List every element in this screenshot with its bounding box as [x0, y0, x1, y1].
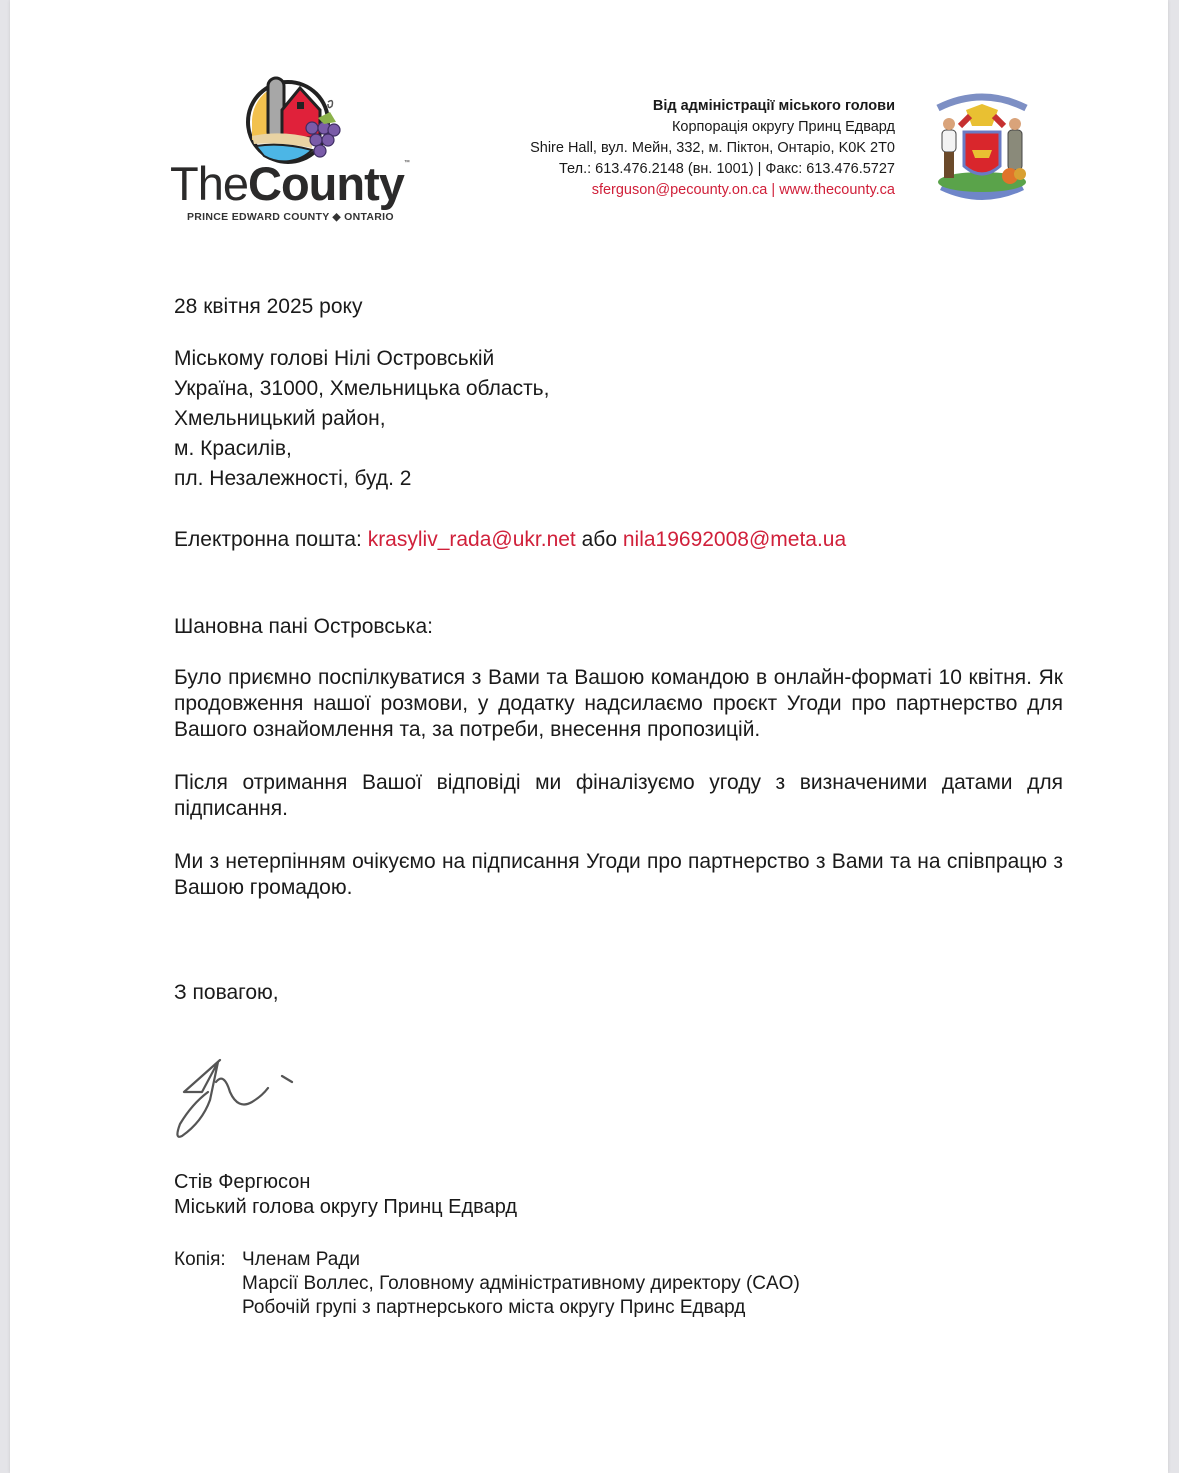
- logo-word-county: County: [248, 157, 404, 210]
- closing: З повагою,: [174, 981, 279, 1004]
- recipient-email-link-1[interactable]: krasyliv_rada@ukr.net: [367, 528, 576, 551]
- cc-list: [242, 1248, 800, 1320]
- signature-icon: [172, 1052, 312, 1147]
- letterhead: [530, 96, 895, 201]
- body-paragraph-1: Було приємно поспілкуватися з Вами та Вашою командою в онлайн-форматі 10 квітня. Як продовження нашої розмови, у додатку надсилаємо проєкт Угоди про партнерство для Вашого ознайомлення та, за потреби, внесення пропозицій.: [174, 666, 1063, 741]
- recipient-address: [174, 344, 1063, 494]
- county-logo-icon: [242, 70, 342, 166]
- email-label: Електронна пошта:: [174, 528, 362, 551]
- letter-date: 28 квітня 2025 року: [174, 295, 363, 318]
- coat-of-arms-icon: [926, 86, 1038, 214]
- cc-item: Робочій групі з партнерського міста округу Принс Едвард: [242, 1297, 746, 1318]
- county-logo-wordmark: [170, 157, 409, 210]
- recipient-line: Україна, 31000, Хмельницька область,: [174, 377, 550, 400]
- letterhead-address: Shire Hall, вул. Мейн, 332, м. Піктон, Онтаріо, K0K 2T0: [530, 140, 895, 156]
- cc-item: Членам Ради: [242, 1249, 361, 1270]
- salutation: Шановна пані Островська:: [174, 615, 433, 638]
- letterhead-separator: |: [771, 182, 776, 198]
- letterhead-corporation: Корпорація округу Принц Едвард: [671, 119, 895, 135]
- signer-name: Стів Фергюсон: [174, 1171, 311, 1193]
- logo-word-the: The: [170, 157, 248, 210]
- recipient-line: м. Красилів,: [174, 437, 292, 460]
- cc-label: Копія:: [174, 1249, 226, 1270]
- letter-page: [10, 0, 1168, 1473]
- recipient-line: Міському голові Нілі Островській: [174, 347, 495, 370]
- logo-subtitle: PRINCE EDWARD COUNTY ◆ ONTARIO: [187, 211, 394, 223]
- trademark-mark: ™: [403, 160, 409, 166]
- cc-item: Марсії Воллес, Головному адміністративному директору (CAO): [242, 1273, 800, 1294]
- letterhead-email-link[interactable]: sferguson@pecounty.on.ca: [591, 182, 768, 198]
- letterhead-phone-fax: Тел.: 613.476.2148 (вн. 1001) | Факс: 613.476.5727: [558, 161, 895, 177]
- body-paragraph-2: Після отримання Вашої відповіді ми фіналізуємо угоду з визначеними датами для підписання.: [174, 771, 1063, 820]
- recipient-line: Хмельницький район,: [174, 407, 386, 430]
- signer-title: Міський голова округу Принц Едвард: [174, 1196, 518, 1218]
- recipient-email-line: [174, 527, 1063, 553]
- recipient-line: пл. Незалежності, буд. 2: [174, 467, 412, 490]
- signer-block: [174, 1170, 1063, 1220]
- letterhead-office: Від адміністрації міського голови: [652, 98, 895, 114]
- email-or: або: [581, 528, 617, 551]
- recipient-email-link-2[interactable]: nila19692008@meta.ua: [622, 528, 847, 551]
- letterhead-website-link[interactable]: www.thecounty.ca: [779, 182, 895, 198]
- body-paragraph-3: Ми з нетерпінням очікуємо на підписання Угоди про партнерство з Вами та на співпрацю з Вашою громадою.: [174, 850, 1063, 899]
